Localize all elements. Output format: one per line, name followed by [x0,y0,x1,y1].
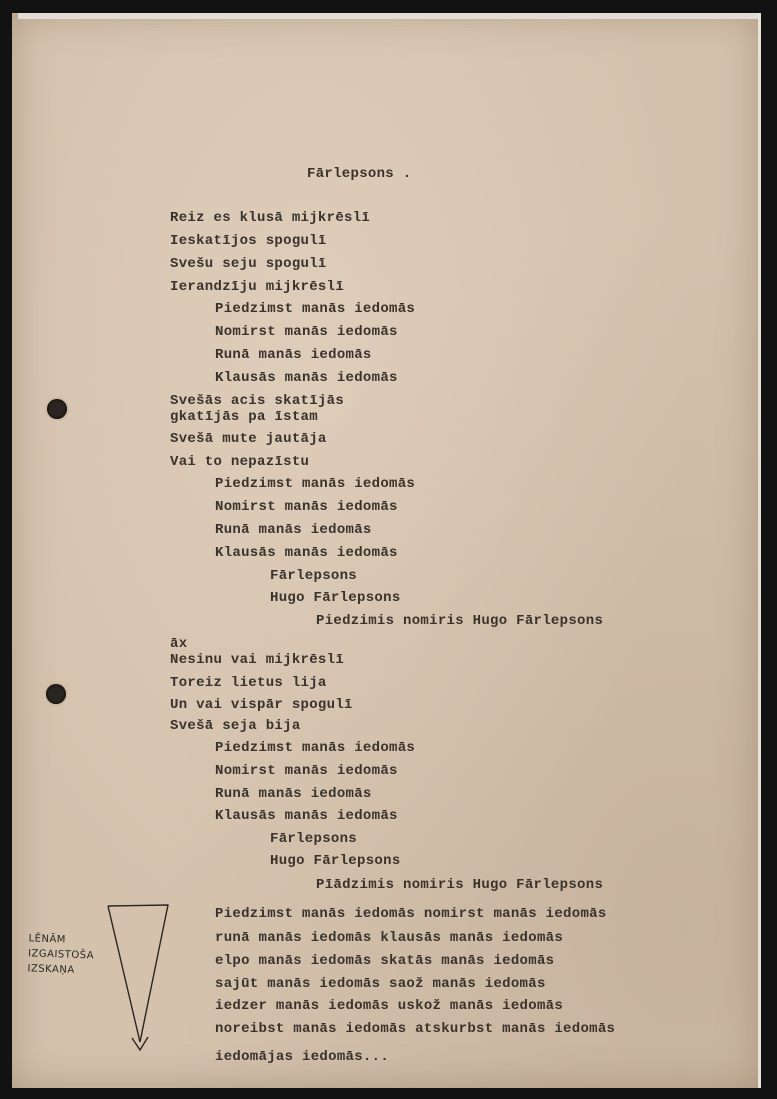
closing-line: sajūt manās iedomās saož manās iedomās [215,976,546,992]
refrain-line: Runā manās iedomās [215,786,372,802]
poem-title: Fārlepsons . [307,166,412,182]
poem-line: Svešā mute jautāja [170,431,327,447]
strikeout-mark: āx [170,636,188,652]
annotation-line: IZGAISTOŠA [27,948,95,962]
diminuendo-arrow-icon [104,902,174,1054]
paper-top-edge [18,13,758,19]
name-line: Fārlepsons [270,568,358,584]
annotation-line: IZSKAŅA [27,963,75,976]
refrain-line: Klausās manās iedomās [215,545,398,561]
poem-line: Svešās acis skatījās [170,393,345,409]
refrain-line: Piedzimst manās iedomās [215,740,416,756]
poem-line: Vai to nepazīstu [170,454,310,470]
closing-line: noreibst manās iedomās atskurbst manās iedomās [215,1021,616,1037]
punch-hole-top [47,399,67,419]
closing-line: Piedzimst manās iedomās nomirst manās iedomās [215,906,607,922]
annotation-line: LĒNĀM [28,933,67,946]
closing-line: iedzer manās iedomās uskož manās iedomās [215,998,564,1014]
refrain-line: Klausās manās iedomās [215,808,398,824]
refrain-line: Nomirst manās iedomās [215,324,398,340]
name-line: Hugo Fārlepsons [270,853,401,869]
poem-line: gkatījās pa īstam [170,409,318,425]
punch-hole-bottom [46,684,66,704]
poem-line: Un vai vispār spogulī [170,697,353,713]
refrain-line: Nomirst manās iedomās [215,499,398,515]
poem-line: Svešu seju spogulī [170,256,327,272]
name-line: Fārlepsons [270,831,358,847]
refrain-line: Klausās manās iedomās [215,370,398,386]
closing-line: iedomājas iedomās... [215,1049,390,1065]
poem-line: Reiz es klusā mijkrēslī [170,210,371,226]
closing-line: runā manās iedomās klausās manās iedomās [215,930,564,946]
refrain-line: Piedzimst manās iedomās [215,476,416,492]
poem-line: Nesinu vai mijkrēslī [170,652,345,668]
refrain-line: Runā manās iedomās [215,347,372,363]
poem-line: Ierandzīju mijkrēslī [170,279,345,295]
poem-line: Toreiz lietus lija [170,675,327,691]
refrain-line: Nomirst manās iedomās [215,763,398,779]
name-line: Pīādzimis nomiris Hugo Fārlepsons [316,877,604,893]
closing-line: elpo manās iedomās skatās manās iedomās [215,953,555,969]
refrain-line: Piedzimst manās iedomās [215,301,416,317]
refrain-line: Runā manās iedomās [215,522,372,538]
name-line: Hugo Fārlepsons [270,590,401,606]
name-line: Piedzimis nomiris Hugo Fārlepsons [316,613,604,629]
poem-line: Svešā seja bija [170,718,301,734]
poem-line: Ieskatījos spogulī [170,233,327,249]
